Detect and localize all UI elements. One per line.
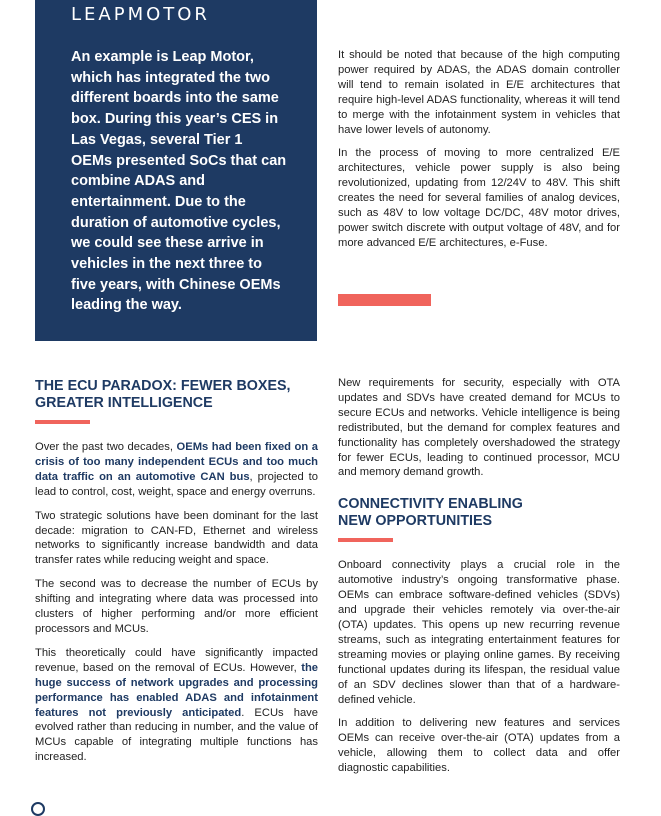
right-column-top	[338, 48, 620, 260]
paragraph-security-requirements: New requirements for security, especially with OTA updates and SDVs have created demand for MCUs to secure ECUs and networks. Vehicle intelligence is being redistributed, but the demand for complex features and functionality has completely overshadowed the strategy for fewer ECUs, leading to continued processor, MCU and memory demand growth.	[338, 377, 620, 479]
section-heading-connectivity: CONNECTIVITY ENABLING NEW OPPORTUNITIES	[338, 496, 523, 530]
footer-logo-icon	[31, 802, 45, 816]
paragraph-strategic-solutions: Two strategic solutions have been dominant for the last decade: migration to CAN-FD, Ethernet and wireless networks to significantly increase bandwidth and data transfer rates while reducing weight and space.	[35, 509, 318, 567]
paragraph-adas-domain: It should be noted that because of the high computing power required by ADAS, the ADAS domain controller will tend to remain isolated in E/E architectures that require high-level ADAS functionality, whereas it will tend to merge with the infotainment system in vehicles that have lower levels of autonomy.	[338, 49, 620, 136]
leapmotor-logo: LEAPMOTOR	[71, 4, 210, 25]
paragraph-onboard-connectivity: Onboard connectivity plays a crucial role in the automotive industry’s ongoing transformative phase. OEMs can embrace software-defined vehicles (SDVs) and upgrade their vehicles remotely via over-the-air (OTA) updates. This opens up new recurring revenue streams, such as integrating entertainment features for streaming movies or playing online games. By receiving functional updates during its lifespan, the residual value of an SDV declines slower than that of a hardware-defined vehicle.	[338, 559, 620, 706]
highlight-text: the huge success of network upgrades and processing performance has enabled ADAS and infotainment features not previously anticipated	[35, 661, 318, 719]
quote-panel	[35, 0, 317, 341]
section-heading-ecu-paradox: THE ECU PARADOX: FEWER BOXES, GREATER INTELLIGENCE	[35, 378, 291, 411]
heading-underline	[35, 420, 90, 424]
paragraph-decrease-ecus: The second was to decrease the number of ECUs by shifting and integrating where data was processed into clusters of higher performing and/or more efficient processors and MCUs.	[35, 578, 318, 635]
accent-bar	[338, 294, 431, 306]
right-column-connectivity	[338, 376, 620, 785]
paragraph-revenue-impact: This theoretically could have significantly impacted revenue, based on the removal of ECUs. However, the huge success of network upgrades and processing performance has enabled ADAS and infotainment features not previously anticipated. ECUs have evolved rather than reducing in number, and the value of MCUs capable of integrating multiple functions has increased.	[35, 646, 318, 764]
pull-quote: An example is Leap Motor, which has integrated the two different boards into the same box. During this year’s CES in Las Vegas, several Tier 1 OEMs presented SoCs that can combine ADAS and entertainment. Due to the duration of automotive cycles, we could see these arrive in vehicles in the next three to five years, with Chinese OEMs leading the way.	[71, 49, 287, 314]
paragraph-ecu-crisis: Over the past two decades, OEMs had been fixed on a crisis of too many independent ECUs and too much data traffic on an automotive CAN bus, projected to lead to control, cost, weight, space and energy overruns.	[35, 441, 318, 498]
highlight-text: OEMs had been fixed on a crisis of too many independent ECUs and too much data traffic on an automotive CAN bus	[35, 441, 318, 483]
paragraph-power-supply: In the process of moving to more centralized E/E architectures, vehicle power supply is also being revolutionized, updating from 12/24V to 48V. This shift creates the need for several families of analog devices, such as 48V to low voltage DC/DC, 48V motor drives, power switch discrete with output voltage of 48V, and for more advanced E/E architectures, e-Fuse.	[338, 147, 620, 249]
heading-underline	[338, 538, 393, 542]
left-column-ecu	[35, 378, 318, 774]
paragraph-ota-data: In addition to delivering new features and services OEMs can receive over-the-air (OTA) updates from a vehicle, allowing them to collect data and offer diagnostic capabilities.	[338, 717, 620, 775]
